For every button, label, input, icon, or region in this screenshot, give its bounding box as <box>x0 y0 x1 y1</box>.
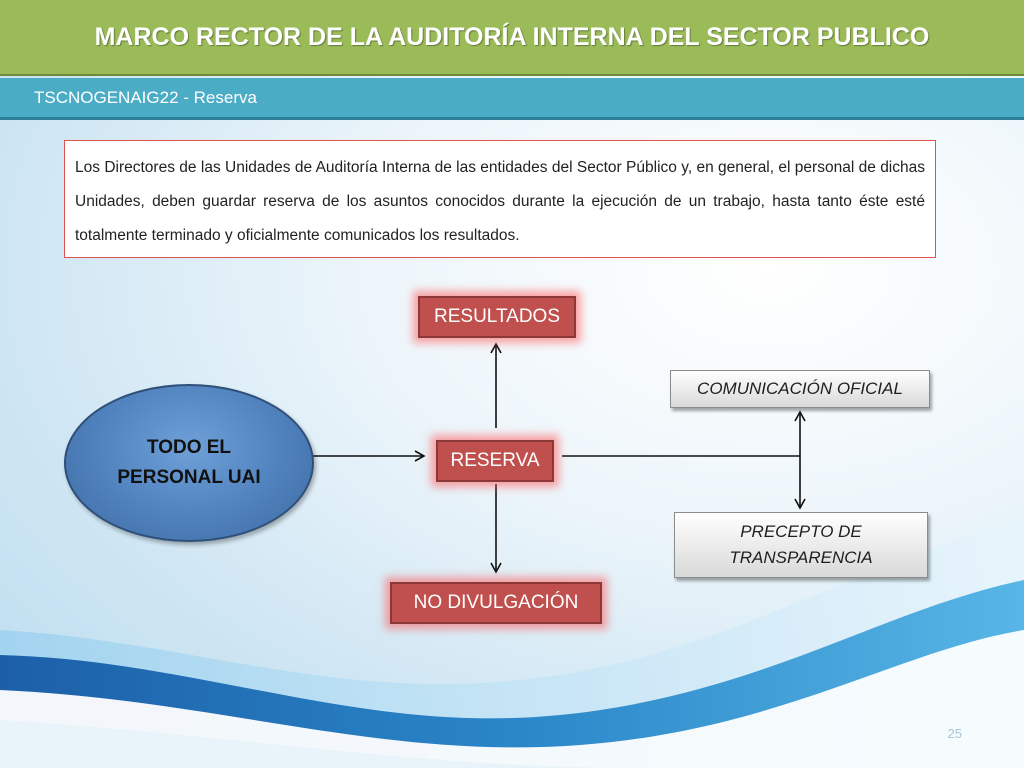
node-resultados <box>418 296 576 338</box>
node-precepto-de-transparencia <box>674 512 928 578</box>
node-no-divulgacion <box>390 582 602 624</box>
node-reserva <box>436 440 554 482</box>
page-title: MARCO RECTOR DE LA AUDITORÍA INTERNA DEL SECTOR PUBLICO <box>94 22 930 51</box>
page-subtitle: TSCNOGENAIG22 - Reserva <box>34 87 257 107</box>
node-resultados-label: RESULTADOS <box>434 306 560 327</box>
node-comunicacion-oficial <box>670 370 930 408</box>
node-todo-el-personal-uai-label: TODO EL PERSONAL UAI <box>117 437 261 488</box>
node-todo-el-personal-uai <box>64 384 314 542</box>
node-no-divulgacion-label: NO DIVULGACIÓN <box>413 592 579 613</box>
node-reserva-label: RESERVA <box>450 450 540 471</box>
page-number: 25 <box>947 726 962 741</box>
node-precepto-de-transparencia-label: PRECEPTO DE TRANSPARENCIA <box>729 522 873 567</box>
node-comunicacion-oficial-label: COMUNICACIÓN OFICIAL <box>697 379 903 398</box>
description-text: Los Directores de las Unidades de Auditoría Interna de las entidades del Sector Público y, en general, el personal de dichas Unidades, deben guardar reserva de los asuntos conocidos durante la ejecución de un trabajo, hasta tanto éste esté totalmente terminado y oficialmente comunicados los resultados. <box>75 159 925 244</box>
